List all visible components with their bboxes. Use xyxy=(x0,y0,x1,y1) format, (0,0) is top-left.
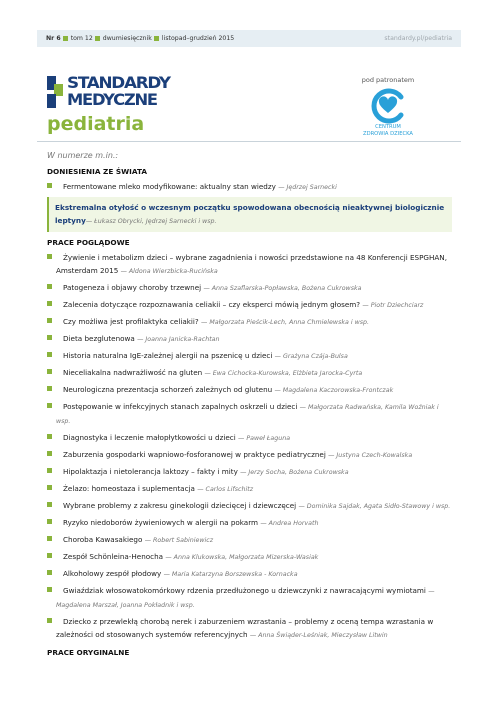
list-item[interactable] xyxy=(47,465,452,479)
article-authors: — Anna Klukowska, Małgorzata Mizerska-Wasiak xyxy=(165,554,319,561)
table-of-contents xyxy=(47,151,452,661)
list-item[interactable] xyxy=(47,448,452,462)
article-authors: — Magdalena Kaczorowska-Frontczak xyxy=(274,387,394,394)
highlight-authors: — Łukasz Obrycki, Jędrzej Sarnecki i wsp. xyxy=(85,218,217,225)
logo-line-2: MEDYCZNE xyxy=(67,90,157,109)
article-title: Fermentowane mleko modyfikowane: aktualny stan wiedzy xyxy=(63,182,276,191)
article-authors: — Carlos Lifschitz xyxy=(197,486,254,493)
bullet-icon xyxy=(47,618,52,623)
patronage-block xyxy=(355,76,421,137)
list-item[interactable] xyxy=(47,533,452,547)
bullet-icon xyxy=(47,451,52,456)
article-authors: — Maria Katarzyna Borszewska - Kornacka xyxy=(163,571,298,578)
article-authors: — Aldona Wierzbicka-Rucińska xyxy=(120,268,218,275)
green-square-icon xyxy=(154,36,159,41)
site-url[interactable]: standardy.pl/pediatria xyxy=(384,35,452,42)
volume: tom 12 xyxy=(70,35,93,42)
highlight-title: Ekstremalna otyłość o wczesnym początku spowodowana obecnością nieaktywnej biologicznie leptyny xyxy=(55,203,445,225)
logo-line-1: STANDARDY xyxy=(67,73,170,92)
article-title: Żywienie i metabolizm dzieci – wybrane zagadnienia i nowości przedstawione na 48 Konferencji ESPGHAN, Amsterdam 2015 xyxy=(56,253,447,275)
journal-title: pediatria xyxy=(47,113,145,135)
article-title: Diagnostyka i leczenie małopłytkowości u dzieci xyxy=(63,433,236,442)
bullet-icon xyxy=(47,284,52,289)
periodicity: dwumiesięcznik xyxy=(102,35,152,42)
bullet-icon xyxy=(47,519,52,524)
article-authors: — Grażyna Czája-Bulsa xyxy=(274,353,348,360)
list-item[interactable] xyxy=(47,482,452,496)
list-item[interactable] xyxy=(47,332,452,346)
article-authors: — Małgorzata Radwańska, Kamila Woźniak i wsp. xyxy=(56,404,439,425)
list-item[interactable] xyxy=(47,315,452,329)
article-title: Gwiaździak włosowatokomórkowy rdzenia przedłużonego u dziewczynki z nawracającymi wymiotami xyxy=(63,586,426,595)
article-authors: — Robert Sabiniewicz xyxy=(144,537,214,544)
list-item[interactable] xyxy=(47,400,452,428)
list-item[interactable] xyxy=(47,251,452,278)
article-title: Ryzyko niedoborów żywieniowych w alergii na pokarm xyxy=(63,518,259,527)
patron-name-1: CENTRUM xyxy=(375,124,401,130)
bullet-icon xyxy=(47,254,52,259)
article-title: Dieta bezglutenowa xyxy=(63,334,135,343)
article-title: Zespół Schönleina-Henocha xyxy=(63,552,164,561)
bullet-icon xyxy=(47,318,52,323)
article-title: Choroba Kawasakiego xyxy=(63,535,143,544)
article-title: Zaburzenia gospodarki wapniowo-fosforanowej w praktyce pediatrycznej xyxy=(63,450,326,459)
section-heading-reviews: PRACE POGLĄDOWE xyxy=(47,238,130,247)
divider xyxy=(37,141,461,142)
article-authors: — Piotr Dziechciarz xyxy=(362,302,424,309)
list-item[interactable] xyxy=(47,180,452,194)
intro-text: W numerze m.in.: xyxy=(47,151,119,160)
list-item[interactable] xyxy=(47,567,452,581)
article-title: Historia naturalna IgE-zależnej alergii na pszenicę u dzieci xyxy=(63,351,273,360)
article-title: Patogeneza i objawy choroby trzewnej xyxy=(63,283,202,292)
list-item[interactable] xyxy=(47,615,452,642)
article-title: Zalecenia dotyczące rozpoznawania celiakii – czy eksperci mówią jednym głosem? xyxy=(63,300,361,309)
article-authors: — Justyna Czech-Kowalska xyxy=(328,452,413,459)
issue-date: listopad–grudzień 2015 xyxy=(161,35,235,42)
highlighted-article[interactable] xyxy=(47,197,452,232)
article-authors: — Joanna Janicka-Rachtan xyxy=(137,336,220,343)
list-item[interactable] xyxy=(47,431,452,445)
article-title: Alkoholowy zespół płodowy xyxy=(63,569,162,578)
bullet-icon xyxy=(47,570,52,575)
article-title: Żelazo: homeostaza i suplementacja xyxy=(63,484,195,493)
bullet-icon xyxy=(47,587,52,592)
list-item[interactable] xyxy=(47,383,452,397)
bullet-icon xyxy=(47,536,52,541)
bullet-icon xyxy=(47,369,52,374)
list-item[interactable] xyxy=(47,550,452,564)
article-authors: — Małgorzata Pieścik-Lech, Anna Chmielewska i wsp. xyxy=(201,319,370,326)
list-item[interactable] xyxy=(47,499,452,513)
article-authors: — Jerzy Socha, Bożena Cukrowska xyxy=(240,469,349,476)
heart-c-emblem-icon xyxy=(368,88,408,124)
bullet-icon xyxy=(47,553,52,558)
bullet-icon xyxy=(47,485,52,490)
bullet-icon xyxy=(47,434,52,439)
article-authors: — Dominika Sajdak, Agata Sidło-Stawowy i wsp. xyxy=(298,503,451,510)
article-authors: — Magdalena Marszał, Joanna Pokładnik i wsp. xyxy=(56,588,435,609)
bullet-icon xyxy=(47,502,52,507)
bullet-icon xyxy=(47,335,52,340)
bullet-icon xyxy=(47,183,52,188)
issue-info-bar xyxy=(37,30,461,47)
article-authors: — Anna Szaflarska-Popławska, Bożena Cukrowska xyxy=(203,285,362,292)
patron-name-2: ZDROWIA DZIECKA xyxy=(363,130,413,137)
standardy-medyczne-logo xyxy=(47,75,207,109)
bullet-icon xyxy=(47,468,52,473)
green-square-icon xyxy=(95,36,100,41)
list-item[interactable] xyxy=(47,349,452,363)
logo-mark-icon xyxy=(47,76,63,108)
list-item[interactable] xyxy=(47,584,452,612)
list-item[interactable] xyxy=(47,516,452,530)
green-square-icon xyxy=(63,36,68,41)
article-authors: — Anna Świąder-Leśniak, Mieczysław Litwin xyxy=(249,632,388,639)
issue-number: Nr 6 xyxy=(46,35,61,42)
article-title: Dziecko z przewlekłą chorobą nerek i zaburzeniem wzrastania – problemy z oceną tempa wzrastania w zależności od stosowanych systemów referencyjnych xyxy=(56,617,434,639)
list-item[interactable] xyxy=(47,298,452,312)
article-title: Hipolaktazja i nietolerancja laktozy – fakty i mity xyxy=(63,467,238,476)
list-item[interactable] xyxy=(47,281,452,295)
bullet-icon xyxy=(47,301,52,306)
bullet-icon xyxy=(47,386,52,391)
bullet-icon xyxy=(47,352,52,357)
list-item[interactable] xyxy=(47,366,452,380)
article-title: Postępowanie w infekcyjnych stanach zapalnych oskrzeli u dzieci xyxy=(63,402,298,411)
bullet-icon xyxy=(47,403,52,408)
section-heading-news: DONIESIENIA ZE ŚWIATA xyxy=(47,167,148,176)
article-title: Wybrane problemy z zakresu ginekologii dziecięcej i dziewczęcej xyxy=(63,501,297,510)
article-authors: — Ewa Cichocka-Kurowska, Elżbieta Jarocka-Cyrta xyxy=(204,370,363,377)
article-title: Czy możliwa jest profilaktyka celiakii? xyxy=(63,317,199,326)
review-list xyxy=(47,251,452,642)
article-authors: — Andrea Horvath xyxy=(260,520,319,527)
article-authors: — Jędrzej Sarnecki xyxy=(278,184,337,191)
article-authors: — Paweł Łaguna xyxy=(238,435,291,442)
section-heading-original: PRACE ORYGINALNE xyxy=(47,648,130,657)
patronage-label: pod patronatem xyxy=(361,76,415,84)
article-title: Neurologiczna prezentacja schorzeń zależnych od glutenu xyxy=(63,385,273,394)
article-title: Nieceliakalna nadwrażliwość na gluten xyxy=(63,368,203,377)
